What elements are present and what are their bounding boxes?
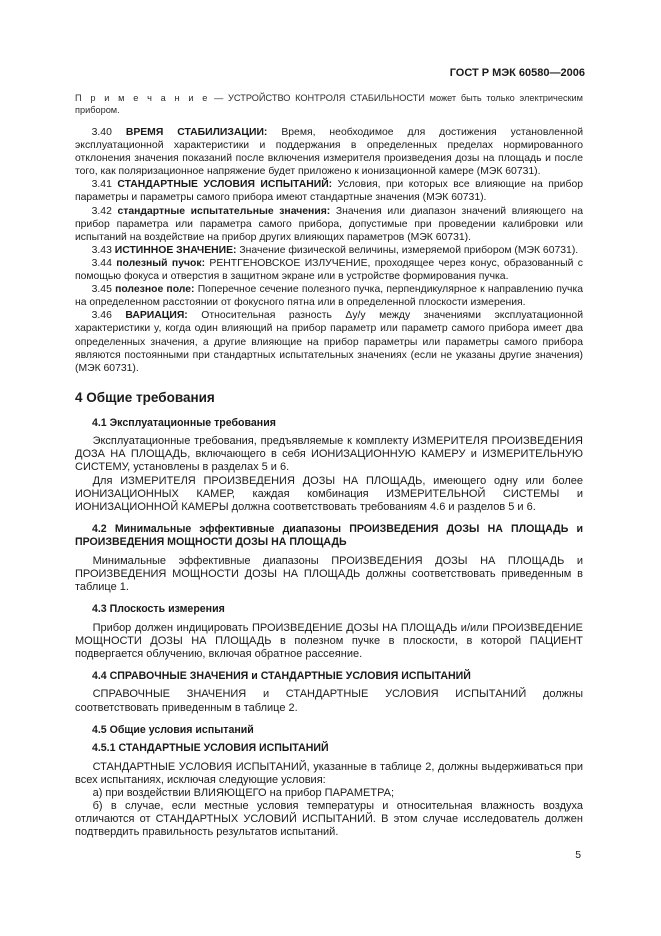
definition-number: 3.42 <box>91 205 112 217</box>
subsection-4-1-title: 4.1 Эксплуатационные требования <box>91 416 276 429</box>
definition-number: 3.43 <box>91 244 112 256</box>
list-item-a: а) при воздействии ВЛИЯЮЩЕГО на прибор ПАРАМЕТРА; <box>92 786 395 799</box>
definition-text: Время, необходимое для достижения установленной эксплуатационной характеристики и поддержания в определенных пределах нормированного отклонения значения показаний после включения измерителя произведения дозы на площадь и после того, как поляризационное напряжение будет приложено к ионизационной камере (МЭК 60731). <box>75 127 584 178</box>
definition-text: Значения или диапазон значений влияющего на прибор параметра или параметра самого прибора, допустимые при проведении калибровки или испытаний на воздействие на прибор других влияющих параметров (МЭК 60731). <box>75 205 583 243</box>
definition-number: 3.45 <box>91 284 112 296</box>
subsection-4-2-title: 4.2 Минимальные эффективные диапазоны ПРОИЗВЕДЕНИЯ ДОЗЫ НА ПЛОЩАДЬ и ПРОИЗВЕДЕНИЯ МОЩНОСТИ ДОЗЫ НА ПЛОЩАДЬ <box>75 522 583 549</box>
definition-term: полезное поле: <box>115 284 195 296</box>
definition-term: ВРЕМЯ СТАБИЛИЗАЦИИ: <box>125 127 268 138</box>
definition-term: полезный пучок: <box>116 257 206 269</box>
definition-term: СТАНДАРТНЫЕ УСЛОВИЯ ИСПЫТАНИЙ: <box>117 179 333 191</box>
paragraph-4-1-a: Эксплуатационные требования, предъявляемые к комплекту ИЗМЕРИТЕЛЯ ПРОИЗВЕДЕНИЯ ДОЗА НА ПЛОЩАДЬ, включающего в себя ИОНИЗАЦИОННУЮ КАМЕРУ и ИЗМЕРИТЕЛЬНУЮ СИСТЕМУ, установлены в разделах 5 и 6. <box>75 435 583 474</box>
paragraph-4-1-b: Для ИЗМЕРИТЕЛЯ ПРОИЗВЕДЕНИЯ ДОЗЫ НА ПЛОЩАДЬ, имеющего одну или более ИОНИЗАЦИОННЫХ КАМЕР, каждая комбинация ИЗМЕРИТЕЛЬНОЙ СИСТЕМЫ и ИОНИЗАЦИОННОЙ КАМЕРЫ должна соответствовать требованиям 4.6 и разделов 5 и 6. <box>75 474 583 513</box>
definition-3-46 <box>75 309 583 374</box>
definition-term: ИСТИННОЕ ЗНАЧЕНИЕ: <box>114 244 237 256</box>
subsection-4-5-title: 4.5 Общие условия испытаний <box>91 723 254 736</box>
paragraph-4-2: Минимальные эффективные диапазоны ПРОИЗВЕДЕНИЯ ДОЗЫ НА ПЛОЩАДЬ и ПРОИЗВЕДЕНИЯ МОЩНОСТИ ДОЗЫ НА ПЛОЩАДЬ должны соответствовать приведенным в таблице 1. <box>75 554 583 594</box>
definition-number: 3.46 <box>91 310 112 322</box>
definition-3-43 <box>75 244 583 257</box>
note-label: П р и м е ч а н и е <box>75 93 210 103</box>
definition-text: Условия, при которых все влияющие на прибор параметры и параметры самого прибора имеют стандартные значения (МЭК 60731). <box>75 179 583 204</box>
subsection-4-5-1-title: 4.5.1 СТАНДАРТНЫЕ УСЛОВИЯ ИСПЫТАНИЙ <box>91 742 329 755</box>
note-text: — УСТРОЙСТВО КОНТРОЛЯ СТАБИЛЬНОСТИ может быть только электрическим прибором. <box>75 93 584 115</box>
definition-text: Поперечное сечение полезного пучка, перпендикулярное к направлению пучка на определенном расстоянии от фокусного пятна или в определенной плоскости измерения. <box>75 284 583 309</box>
paragraph-4-3: Прибор должен индицировать ПРОИЗВЕДЕНИЕ ДОЗЫ НА ПЛОЩАДЬ и/или ПРОИЗВЕДЕНИЕ МОЩНОСТИ ДОЗЫ НА ПЛОЩАДЬ в полезном пучке в плоскости, в которой ПАЦИЕНТ подвергается облучению, включая обратное рассеяние. <box>75 621 583 660</box>
definition-number: 3.40 <box>91 127 112 138</box>
definition-number: 3.44 <box>91 257 112 269</box>
definition-term: стандартные испытательные значения: <box>117 205 331 217</box>
definition-text: РЕНТГЕНОВСКОЕ ИЗЛУЧЕНИЕ, проходящее через конус, образованный с помощью фокуса и отверстия в защитном экране или в устройстве формирования пучка. <box>75 257 584 283</box>
subsection-4-3-title: 4.3 Плоскость измерения <box>91 603 225 616</box>
page-number: 5 <box>575 850 581 861</box>
list-item-b: б) в случае, если местные условия температуры и относительная влажность воздуха отличаются от СТАНДАРТНЫХ УСЛОВИЙ ИСПЫТАНИЙ. В этом случае исследователь должен подтвердить правильность результатов испытаний. <box>75 799 583 839</box>
definition-3-42 <box>75 205 583 244</box>
definition-3-40 <box>75 126 583 178</box>
page-content <box>75 92 583 839</box>
paragraph-4-5-1: СТАНДАРТНЫЕ УСЛОВИЯ ИСПЫТАНИЙ, указанные в таблице 2, должны выдерживаться при всех испытаниях, исключая следующие условия: <box>75 760 583 786</box>
definition-3-44 <box>75 257 583 283</box>
definition-number: 3.41 <box>91 179 112 191</box>
document-header: ГОСТ Р МЭК 60580—2006 <box>449 67 585 79</box>
paragraph-4-4: СПРАВОЧНЫЕ ЗНАЧЕНИЯ и СТАНДАРТНЫЕ УСЛОВИЯ ИСПЫТАНИЙ должны соответствовать приведенным в таблице 2. <box>75 688 583 714</box>
definition-text: Относительная разность Δy/y между значениями эксплуатационной характеристики y, когда один влияющий на прибор параметр или параметр самого прибора имеет два определенных значения, а другие влияющие на прибор параметры или параметры самого прибора являются постоянными при стандартных испытательных значениях (если не указаны другие значения) (МЭК 60731). <box>75 310 583 374</box>
definition-text: Значение физической величины, измеряемой прибором (МЭК 60731). <box>236 244 579 256</box>
section-4-title: 4 Общие требования <box>75 389 215 405</box>
note-paragraph <box>75 92 583 116</box>
subsection-4-4-title: 4.4 СПРАВОЧНЫЕ ЗНАЧЕНИЯ и СТАНДАРТНЫЕ УСЛОВИЯ ИСПЫТАНИЙ <box>91 669 471 682</box>
definition-term: ВАРИАЦИЯ: <box>125 310 188 322</box>
definition-3-41 <box>75 178 583 204</box>
definition-3-45 <box>75 283 583 309</box>
